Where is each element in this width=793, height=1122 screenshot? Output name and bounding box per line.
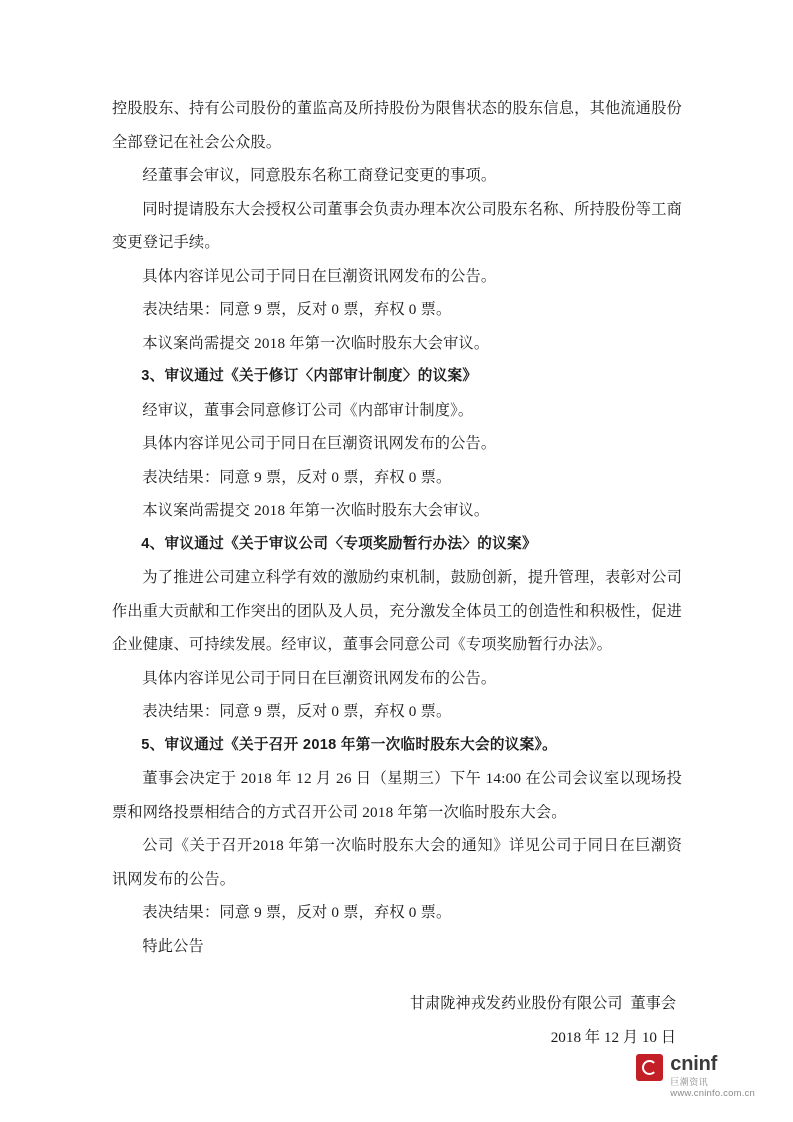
paragraph: 本议案尚需提交 2018 年第一次临时股东大会审议。 bbox=[142, 334, 490, 352]
paragraph: 经审议，董事会同意修订公司《内部审计制度》。 bbox=[142, 401, 474, 419]
paragraph: 表决结果：同意 9 票，反对 0 票，弃权 0 票。 bbox=[142, 468, 452, 486]
cninfo-logo-cn: 巨潮资讯 bbox=[670, 1076, 709, 1087]
paragraph: 表决结果：同意 9 票，反对 0 票，弃权 0 票。 bbox=[142, 904, 452, 921]
paragraph: 表决结果：同意 9 票，反对 0 票，弃权 0 票。 bbox=[142, 301, 452, 318]
paragraph: 具体内容详见公司于同日在巨潮资讯网发布的公告。 bbox=[142, 669, 497, 687]
cninfo-logo-icon bbox=[636, 1054, 663, 1081]
signature-company: 甘肃陇神戎发药业股份有限公司 bbox=[409, 995, 623, 1012]
paragraph: 表决结果：同意 9 票，反对 0 票，弃权 0 票。 bbox=[142, 703, 452, 720]
paragraph: 为了推进公司建立科学有效的激励约束机制，鼓励创新，提升管理，表彰对公司作出重大贡献和工作突出的团队及人员，充分激发全体员工的创造性和积极性，促进企业健康、可持续发展。经审议，董事会同意公司《专项奖励暂行办法》。 bbox=[112, 569, 682, 653]
section-heading: 3、审议通过《关于修订〈内部审计制度〉的议案》 bbox=[141, 368, 478, 384]
signature-date: 2018 年 12 月 10 日 bbox=[550, 1028, 676, 1046]
paragraph: 经董事会审议，同意股东名称工商登记变更的事项。 bbox=[142, 167, 497, 184]
signature-board: 董事会 bbox=[630, 995, 676, 1012]
section-heading: 5、审议通过《关于召开 2018 年第一次临时股东大会的议案》。 bbox=[141, 736, 558, 753]
paragraph: 控股股东、持有公司股份的董监高及所持股份为限售状态的股东信息，其他流通股份全部登记在社会公众股。 bbox=[112, 100, 682, 151]
document-body bbox=[112, 92, 682, 1054]
paragraph: 公司《关于召开2018 年第一次临时股东大会的通知》详见公司于同日在巨潮资讯网发布的公告。 bbox=[112, 837, 682, 888]
paragraph: 具体内容详见公司于同日在巨潮资讯网发布的公告。 bbox=[142, 267, 497, 285]
paragraph: 具体内容详见公司于同日在巨潮资讯网发布的公告。 bbox=[142, 435, 497, 452]
paragraph: 同时提请股东大会授权公司董事会负责办理本次公司股东名称、所持股份等工商变更登记手续。 bbox=[112, 200, 682, 251]
cninfo-footer-logo bbox=[636, 1053, 755, 1100]
section-heading: 4、审议通过《关于审议公司〈专项奖励暂行办法〉的议案》 bbox=[141, 535, 537, 552]
paragraph: 董事会决定于 2018 年 12 月 26 日（星期三）下午 14:00 在公司会议室以现场投票和网络投票相结合的方式召开公司 2018 年第一次临时股东大会。 bbox=[112, 770, 682, 821]
paragraph: 特此公告 bbox=[142, 937, 204, 955]
signature-line bbox=[112, 987, 682, 1021]
cninfo-logo-name: cninf bbox=[670, 1052, 718, 1075]
cninfo-logo-text bbox=[670, 1053, 755, 1100]
paragraph: 本议案尚需提交 2018 年第一次临时股东大会审议。 bbox=[142, 502, 490, 519]
cninfo-logo-url: www.cninfo.com.cn bbox=[670, 1088, 755, 1100]
signature-block bbox=[112, 987, 682, 1054]
